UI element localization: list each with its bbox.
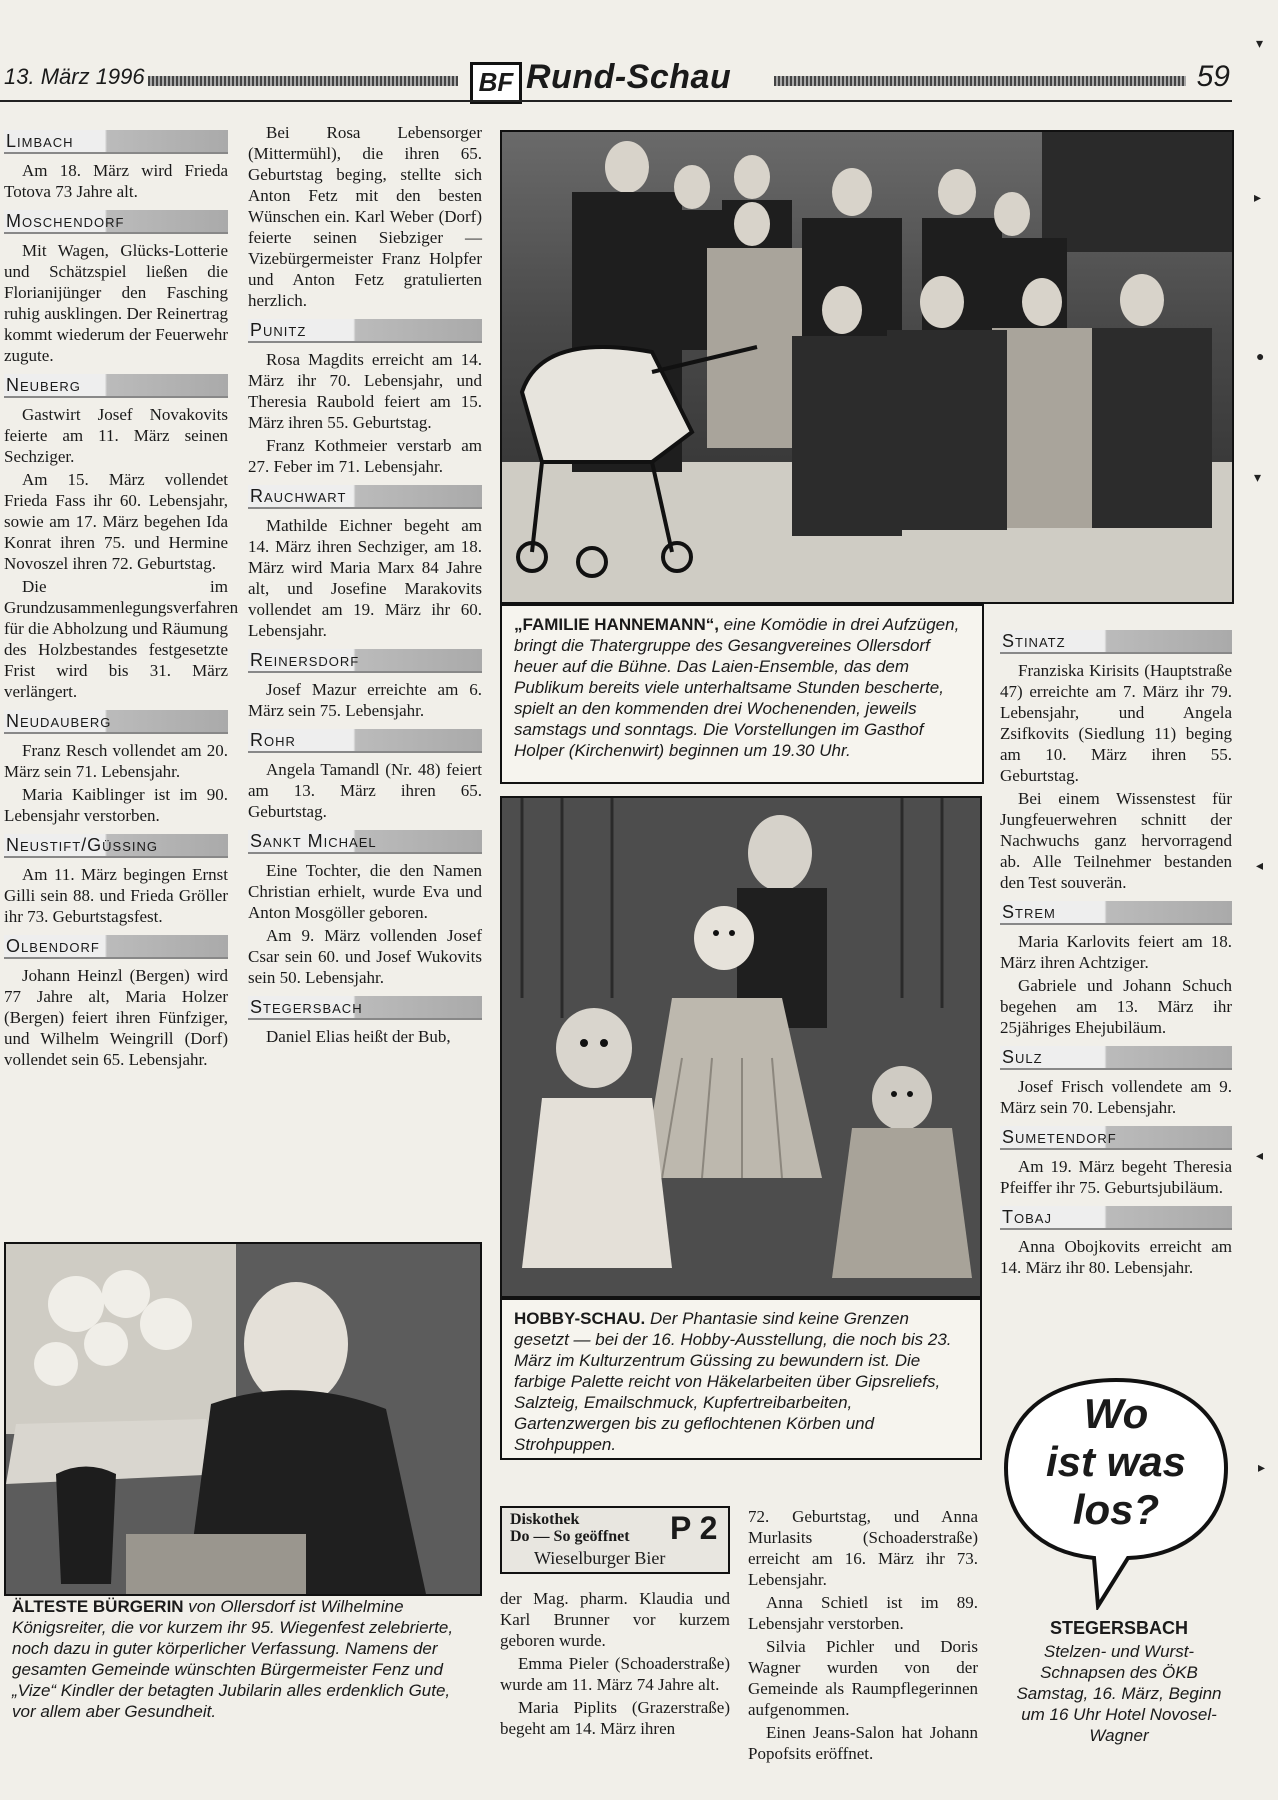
town-heading: Reinersdorf: [248, 649, 482, 673]
paragraph: Josef Mazur erreichte am 6. März sein 75. Lebensjahr.: [248, 680, 482, 720]
town-heading: Neustift/Güssing: [4, 834, 228, 858]
paragraph: Daniel Elias heißt der Bub,: [266, 1027, 451, 1046]
town-heading: Neuberg: [4, 374, 228, 398]
paragraph: 72. Geburtstag, und Anna Murlasits (Schoaderstraße) erreicht am 16. März ihr 73. Lebensjahr.: [748, 1507, 978, 1589]
column-3-bottom: [500, 1588, 730, 1741]
paragraph: Bei Rosa Lebensorger (Mittermühl), die ihren 65. Geburtstag beging, stellte sich Anton Fetz mit den besten Wünschen ein. Karl Weber (Dorf) feierte seinen Siebziger — Vizebürgermeister Franz Holpfer und Anton Fetz gratulierten herzlich.: [248, 123, 482, 310]
town-heading: Tobaj: [1000, 1206, 1232, 1230]
town-heading: Olbendorf: [4, 935, 228, 959]
town-heading: Strem: [1000, 901, 1232, 925]
paragraph: Bei einem Wissenstest für Jungfeuerwehren schnitt der Nachwuchs ganz hervorragend ab. Alle Teilnehmer bestanden den Test souverän.: [1000, 789, 1232, 892]
event-place: STEGERSBACH: [1049, 1618, 1188, 1638]
column-1: [4, 122, 239, 1072]
town-heading: Sumetendorf: [1000, 1126, 1232, 1150]
margin-mark: ●: [1256, 350, 1265, 365]
paragraph: Am 18. März wird Frieda Totova 73 Jahre alt.: [4, 161, 228, 201]
paragraph: Franziska Kirisits (Hauptstraße 47) erreichte am 7. März ihr 79. Lebensjahr, und Angela Zsifkovits (Siedlung 11) beging am 10. März ihren 55. Geburtstag.: [1000, 661, 1232, 785]
town-heading: Sulz: [1000, 1046, 1232, 1070]
familie-caption: [500, 604, 984, 784]
paragraph: der Mag. pharm. Klaudia und Karl Brunner vor kurzem geboren wurde.: [500, 1589, 730, 1650]
town-heading: Limbach: [4, 130, 228, 154]
paragraph: Maria Kaiblinger ist im 90. Lebensjahr verstorben.: [4, 785, 228, 825]
paragraph: Emma Pieler (Schoaderstraße) wurde am 11. März 74 Jahre alt.: [500, 1654, 730, 1694]
header-rule-left: [148, 76, 458, 86]
margin-mark: ◂: [1256, 859, 1264, 874]
paragraph: Eine Tochter, die den Namen Christian erhielt, wurde Eva und Anton Mosgöller geboren.: [248, 861, 482, 922]
bubble-line-1: Wo: [1083, 1390, 1149, 1437]
town-heading: Stegersbach: [248, 996, 482, 1020]
oldest-citizen-photo: [4, 1242, 482, 1596]
paragraph: Angela Tamandl (Nr. 48) feiert am 13. März ihren 65. Geburtstag.: [248, 760, 482, 821]
paragraph: Franz Kothmeier verstarb am 27. Feber im 71. Lebensjahr.: [248, 436, 482, 476]
header-divider: [0, 100, 1232, 102]
paragraph: Josef Frisch vollendete am 9. März sein 70. Lebensjahr.: [1000, 1077, 1232, 1117]
buergerin-caption: [4, 1596, 468, 1738]
town-heading: Sankt Michael: [248, 830, 482, 854]
ad-brand: P 2: [670, 1510, 718, 1546]
section-title: Rund-Schau: [526, 58, 732, 96]
paragraph: Gabriele und Johann Schuch begehen am 13. März ihr 25jähriges Ehejubiläum.: [1000, 976, 1232, 1037]
buergerin-caption-text: von Ollersdorf ist Wilhelmine Königsreiter, die vor kurzem ihr 95. Wiegenfest zelebrierte, noch dazu in guter körperlicher Verfassung. Namens der gesamten Gemeinde wünschten Bürgermeister Fenz und „Vize“ Kindler der betagten Jubilarin alles erdenklich Gute, vor allem aber Gesundheit.: [12, 1597, 454, 1721]
p2-disco-ad[interactable]: [500, 1506, 730, 1574]
bubble-text: [998, 1390, 1234, 1534]
margin-mark: ▾: [1256, 37, 1264, 52]
paragraph: Am 11. März begingen Ernst Gilli sein 88. und Frieda Gröller ihr 73. Geburtstagsfest.: [4, 865, 228, 926]
hobby-caption: [500, 1298, 982, 1460]
margin-mark: ▸: [1258, 1461, 1266, 1476]
ad-line-1: Diskothek: [510, 1511, 580, 1528]
issue-date: 13. März 1996: [4, 64, 145, 89]
paragraph: Gastwirt Josef Novakovits feierte am 11. März seinen Sechziger.: [4, 405, 228, 466]
paragraph: Anna Schietl ist im 89. Lebensjahr verstorben.: [748, 1593, 978, 1633]
hobby-caption-lead: HOBBY-SCHAU.: [514, 1309, 646, 1328]
ad-line-2: Do — So geöffnet: [510, 1528, 630, 1545]
hobby-caption-text: Der Phantasie sind keine Grenzen gesetzt — bei der 16. Hobby-Ausstellung, die noch bis 23. März im Kulturzentrum Güssing zu bewundern ist. Die farbige Palette reicht von Häkelarbeiten über Gipsreliefs, Salzteig, Emailschmuck, Kupfertreibarbeiten, Gartenzwergen bis zu geflochtenen Körben und Strohpuppen.: [514, 1309, 952, 1454]
oldest-citizen-illustration: [6, 1244, 480, 1594]
straw-dolls-illustration: [502, 798, 980, 1296]
hobby-show-photo: [500, 796, 982, 1298]
event-notice: [1006, 1618, 1232, 1746]
paragraph: Anna Obojkovits erreicht am 14. März ihr 80. Lebensjahr.: [1000, 1237, 1232, 1277]
paragraph: Maria Karlovits feiert am 18. März ihren Achtziger.: [1000, 932, 1232, 972]
header-rule-right: [774, 76, 1186, 86]
margin-mark: ◂: [1256, 1149, 1264, 1164]
town-heading: Neudauberg: [4, 710, 228, 734]
margin-mark: ▸: [1254, 191, 1262, 206]
paragraph: Am 15. März vollendet Frieda Fass ihr 60. Lebensjahr, sowie am 17. März begehen Ida Konrat ihren 75. und Hermine Novoszel ihren 72. Geburtstag.: [4, 470, 228, 573]
paragraph: Johann Heinzl (Bergen) wird 77 Jahre alt, Maria Holzer (Bergen) feiert ihren Fünfziger, und Wilhelm Weingrill (Dorf) vollendet sein 65. Lebensjahr.: [4, 966, 228, 1069]
paragraph: Die im Grundzusammenlegungsverfahren für die Abholzung und Räumung des Holzbestandes festgesetzte Frist wird bis 31. März verlängert.: [4, 577, 239, 701]
paragraph: Silvia Pichler und Doris Wagner wurden von der Gemeinde als Raumpflegerinnen aufgenommen.: [748, 1637, 978, 1719]
paragraph: Am 19. März begeht Theresia Pfeiffer ihr 75. Geburtsjubiläum.: [1000, 1157, 1232, 1197]
paragraph: Einen Jeans-Salon hat Johann Popofsits eröffnet.: [748, 1723, 978, 1763]
paragraph: Maria Piplits (Grazerstraße) begeht am 14. März ihren: [500, 1698, 730, 1738]
theatre-group-photo: [500, 130, 1234, 604]
margin-mark: ▾: [1254, 471, 1262, 486]
wo-ist-was-los-bubble: [998, 1370, 1234, 1610]
page-number: 59: [1196, 60, 1230, 93]
bf-logo: BF: [470, 62, 522, 104]
column-2: [248, 122, 482, 1049]
ad-line-3: Wieselburger Bier: [534, 1548, 666, 1568]
paragraph: Am 9. März vollenden Josef Csar sein 60. und Josef Wukovits sein 50. Lebensjahr.: [248, 926, 482, 987]
town-heading: Moschendorf: [4, 210, 228, 234]
town-heading: Punitz: [248, 319, 482, 343]
bubble-line-3: los?: [1072, 1486, 1160, 1533]
paragraph: Mathilde Eichner begeht am 14. März ihren Sechziger, am 18. März wird Maria Marx 84 Jahre alt, und Josefine Marakovits vollendet am 19. März ihr 60. Lebensjahr.: [248, 516, 482, 640]
town-heading: Rohr: [248, 729, 482, 753]
buergerin-caption-lead: ÄLTESTE BÜRGERIN: [12, 1597, 184, 1616]
town-heading: Rauchwart: [248, 485, 482, 509]
column-4-bottom: [748, 1506, 978, 1766]
familie-caption-text: eine Komödie in drei Aufzügen, bringt die Thatergruppe des Gesangvereines Ollersdorf heuer auf die Bühne. Das Laien-Ensemble, das dem Publikum bereits viele unterhaltsame Stunden bescherte, spielt an den kommenden drei Wochenenden, jeweils samstags und sonntags. Die Vorstellungen im Gasthof Holper (Kirchenwirt) beginnen um 19.30 Uhr.: [514, 615, 960, 760]
column-5: [1000, 622, 1232, 1280]
paragraph: Mit Wagen, Glücks-Lotterie und Schätzspiel ließen die Florianijünger den Fasching ruhig ausklingen. Der Reinertrag kommt wiederum der Feuerwehr zugute.: [4, 241, 228, 365]
event-text: Stelzen- und Wurst-Schnapsen des ÖKB Samstag, 16. März, Beginn um 16 Uhr Hotel Novosel-Wagner: [1016, 1642, 1222, 1745]
bubble-line-2: ist was: [1045, 1438, 1187, 1485]
familie-caption-lead: „FAMILIE HANNEMANN“,: [514, 615, 719, 634]
town-heading: Stinatz: [1000, 630, 1232, 654]
theatre-group-illustration: [502, 132, 1232, 602]
paragraph: Franz Resch vollendet am 20. März sein 71. Lebensjahr.: [4, 741, 228, 781]
paragraph: Rosa Magdits erreicht am 14. März ihr 70. Lebensjahr, und Theresia Raubold feiert am 15. März ihren 55. Geburtstag.: [248, 350, 482, 432]
